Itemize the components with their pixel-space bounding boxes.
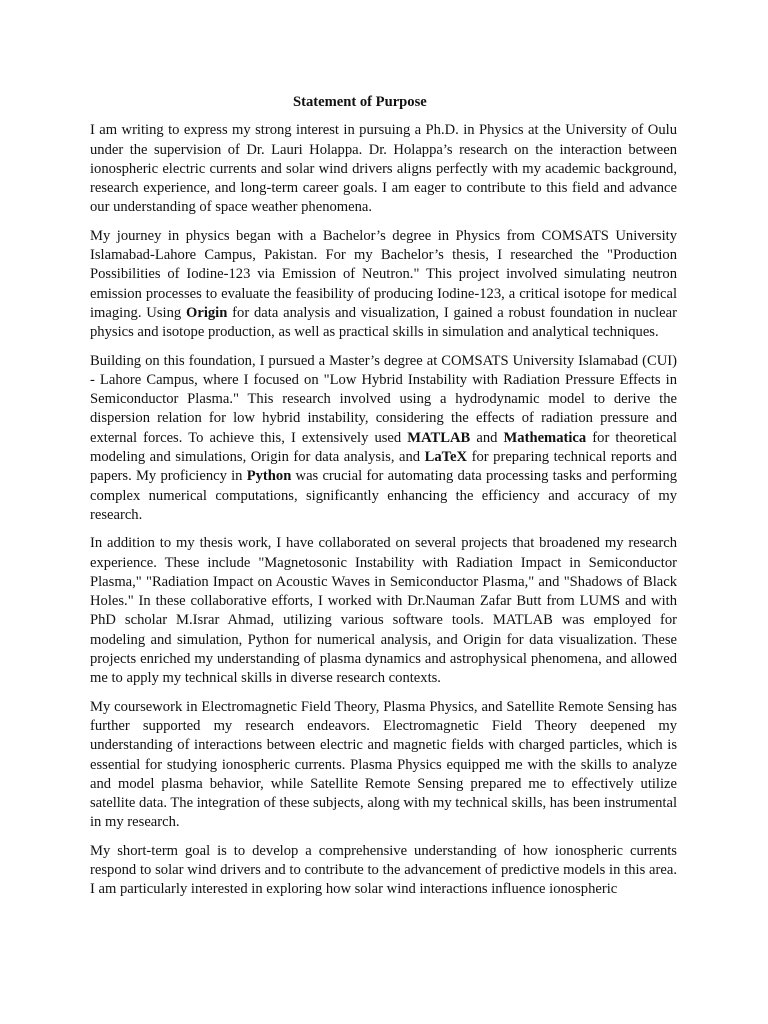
bold-latex: LaTeX [424,449,468,466]
text-run: and [470,429,504,446]
text-run: was crucial for automating data processing tasks and performing complex numerical computations, significantly enhancing the efficiency and accuracy of my research. [90,468,677,523]
document-title: Statement of Purpose [293,94,427,110]
text-run: Building on this foundation, I pursued a Master’s degree at COMSATS University Islamabad (CUI) - Lahore Campus, where I focused on "Low Hybrid Instability with Radiation Pressure Effects in Semiconductor Plasma." This research involved using a hydrodynamic model to derive the dispersion relation for low hybrid instability, considering the effects of radiation pressure and external forces. To achieve this, I extensively used [90,352,677,446]
document-body [90,93,677,909]
paragraph-introduction: I am writing to express my strong interest in pursuing a Ph.D. in Physics at the University of Oulu under the supervision of Dr. Lauri Holappa. Dr. Holappa’s research on the interaction between ionospheric electric currents and solar wind drivers aligns perfectly with my academic background, research experience, and long-term career goals. I am eager to contribute to this field and advance our understanding of space weather phenomena. [90,122,677,216]
bold-origin: Origin [185,304,228,321]
bold-mathematica: Mathematica [503,429,587,446]
text-run: for theoretical modeling and simulations, Origin for data analysis, and [90,429,677,466]
bold-matlab: MATLAB [407,429,471,446]
text-run: My journey in physics began with a Bachelor’s degree in Physics from COMSATS University Islamabad-Lahore Campus, Pakistan. For my Bachelor’s thesis, I researched the "Production Possibilities of Iodine-123 via Emission of Neutron." This project involved simulating neutron emission processes to evaluate the feasibility of producing Iodine-123, a critical isotope for medical imaging. Using [90,227,677,321]
paragraph-coursework: My coursework in Electromagnetic Field Theory, Plasma Physics, and Satellite Remote Sensing has further supported my research endeavors. Electromagnetic Field Theory deepened my understanding of interactions between electric and magnetic fields with charged particles, which is essential for studying ionospheric currents. Plasma Physics equipped me with the skills to analyze and model plasma behavior, while Satellite Remote Sensing prepared me to effectively utilize satellite data. The integration of these subjects, along with my technical skills, has been instrumental in my research. [90,698,677,831]
text-run: for data analysis and visualization, I gained a robust foundation in nuclear physics and isotope production, as well as practical skills in simulation and analytical techniques. [90,304,677,341]
text-run: for preparing technical reports and papers. My proficiency in [90,449,677,485]
bold-python: Python [246,468,292,485]
paragraph-bachelors [90,227,677,343]
paragraph-goals: My short-term goal is to develop a comprehensive understanding of how ionospheric currents respond to solar wind drivers and to contribute to the advancement of predictive models in this area. I am particularly interested in exploring how solar wind interactions influence ionospheric [90,842,677,898]
paragraph-collaborations: In addition to my thesis work, I have collaborated on several projects that broadened my research experience. These include "Magnetosonic Instability with Radiation Impact in Semiconductor Plasma," "Radiation Impact on Acoustic Waves in Semiconductor Plasma," and "Shadows of Black Holes." In these collaborative efforts, I worked with Dr.Nauman Zafar Butt from LUMS and with PhD scholar M.Israr Ahmad, utilizing various software tools. MATLAB was employed for modeling and simulation, Python for numerical analysis, and Origin for data visualization. These projects enriched my understanding of plasma dynamics and astrophysical phenomena, and allowed me to apply my technical skills in diverse research contexts. [90,535,677,687]
paragraph-masters [90,352,677,526]
